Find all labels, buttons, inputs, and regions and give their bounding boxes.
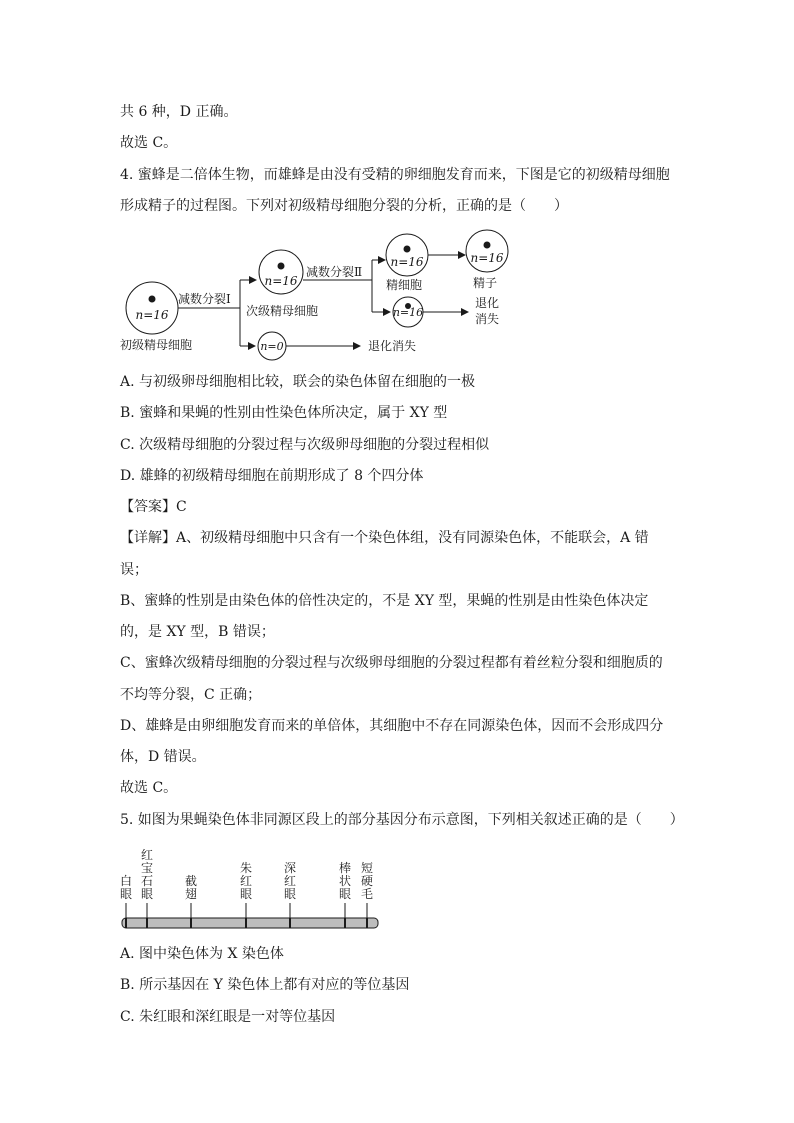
arrow-label: 减数分裂Ⅰ: [178, 292, 231, 306]
arrow-label: 减数分裂Ⅱ: [306, 265, 363, 279]
option-b: B. 所示基因在 Y 染色体上都有对应的等位基因: [120, 977, 410, 993]
gene-label-char: 翅: [184, 887, 198, 901]
gene-label-char: 石: [140, 874, 154, 888]
gene-label-char: 眼: [140, 887, 154, 901]
answer: 【答案】C: [120, 499, 187, 515]
gene-label-char: 宝: [140, 861, 154, 875]
cell-label: n=0: [260, 340, 284, 353]
gene-label-char: 棒: [338, 861, 352, 875]
chromosome-map: [112, 842, 392, 934]
option-c: C. 次级精母细胞的分裂过程与次级卵母细胞的分裂过程相似: [120, 437, 490, 453]
gene-label-char: 深: [283, 861, 297, 875]
cell-label: n=16: [264, 274, 298, 288]
gene-label-char: 红: [140, 848, 154, 862]
gene-label-char: 硬: [360, 874, 374, 888]
cell-name: 退化: [475, 296, 500, 310]
gene-label-char: 红: [239, 874, 253, 888]
gene-label-char: 短: [360, 861, 374, 875]
cell-name: 初级精母细胞: [120, 338, 193, 352]
question-4-stem: 4. 蜜蜂是二倍体生物，而雄蜂是由没有受精的卵细胞发育而来，下图是它的初级精母细胞: [120, 167, 670, 183]
text-line: 故选 C。: [120, 135, 178, 151]
detail-line: D、雄蜂是由卵细胞发育而来的单倍体，其细胞中不存在同源染色体，因而不会形成四分: [120, 718, 664, 734]
cell-name: 退化消失: [368, 339, 417, 353]
gene-label-char: 截: [184, 874, 198, 888]
cell-name: 次级精母细胞: [246, 304, 319, 318]
choice: 故选 C。: [120, 780, 178, 796]
cell-label: n=16: [135, 308, 169, 322]
gene-label-char: 朱: [239, 861, 253, 875]
cell-name: 消失: [475, 312, 500, 326]
question-5-stem: 5. 如图为果蝇染色体非同源区段上的部分基因分布示意图，下列相关叙述正确的是（ ）: [120, 812, 684, 828]
cell-label: n=16: [390, 255, 424, 269]
question-4-stem: 形成精子的过程图。下列对初级精母细胞分裂的分析，正确的是（ ）: [120, 198, 568, 214]
cell-label: n=16: [470, 251, 504, 265]
gene-label-char: 状: [338, 874, 352, 888]
gene-label-char: 白: [119, 874, 133, 888]
detail-line: 的，是 XY 型，B 错误；: [120, 624, 275, 640]
meiosis-diagram: [110, 225, 530, 365]
gene-label-char: 红: [283, 874, 297, 888]
detail-line: 误；: [120, 562, 148, 578]
cell-label: n=16: [392, 306, 424, 319]
gene-label-char: 眼: [239, 887, 253, 901]
text-line: 共 6 种，D 正确。: [120, 104, 238, 120]
option-c: C. 朱红眼和深红眼是一对等位基因: [120, 1009, 336, 1025]
option-b: B. 蜜蜂和果蝇的性别由性染色体所决定，属于 XY 型: [120, 405, 448, 421]
detail-line: 【详解】A、初级精母细胞中只含有一个染色体组，没有同源染色体，不能联会，A 错: [120, 530, 649, 546]
detail-line: B、蜜蜂的性别是由染色体的倍性决定的，不是 XY 型，果蝇的性别是由性染色体决定: [120, 593, 649, 609]
gene-label-char: 眼: [338, 887, 352, 901]
gene-label-char: 毛: [360, 887, 374, 901]
cell-name: 精子: [473, 276, 498, 290]
option-a: A. 图中染色体为 X 染色体: [120, 946, 284, 962]
gene-label-char: 眼: [119, 887, 133, 901]
chromosome-bar: [122, 918, 378, 928]
option-d: D. 雄蜂的初级精母细胞在前期形成了 8 个四分体: [120, 468, 424, 484]
option-a: A. 与初级卵母细胞相比较，联会的染色体留在细胞的一极: [120, 374, 476, 390]
detail-line: C、蜜蜂次级精母细胞的分裂过程与次级卵母细胞的分裂过程都有着丝粒分裂和细胞质的: [120, 655, 663, 671]
detail-line: 体，D 错误。: [120, 749, 206, 765]
gene-label-char: 眼: [283, 887, 297, 901]
detail-line: 不均等分裂，C 正确；: [120, 687, 262, 703]
cell-name: 精细胞: [386, 278, 423, 292]
